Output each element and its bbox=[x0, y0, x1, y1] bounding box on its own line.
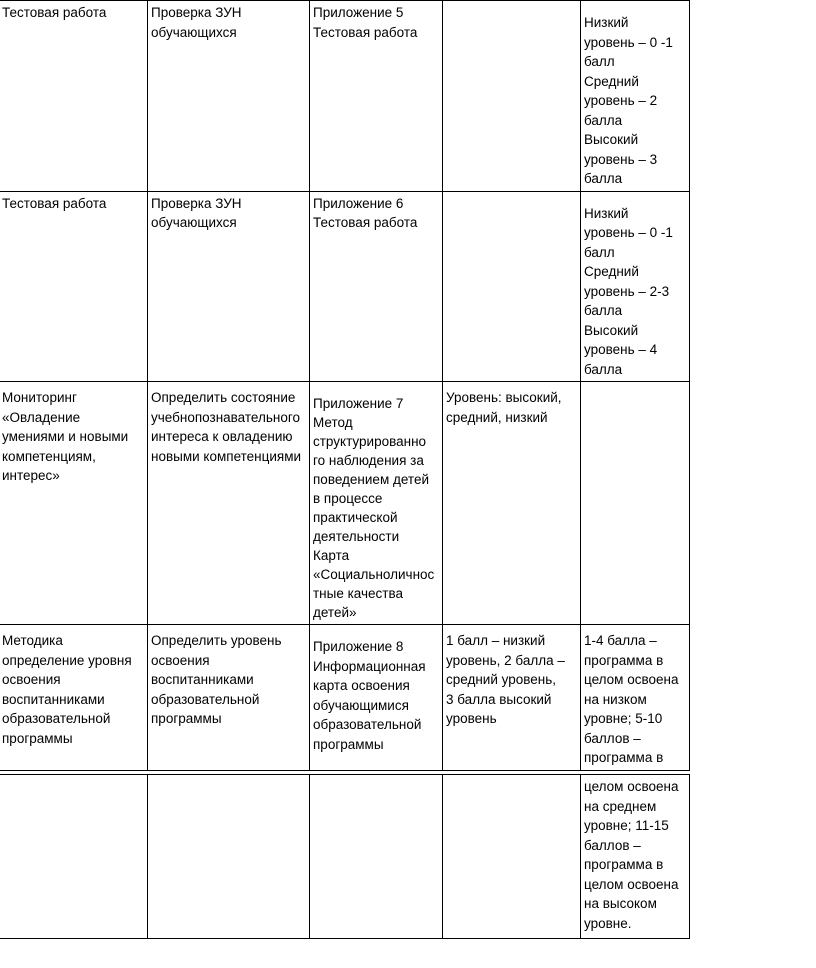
table-cell: Проверка ЗУН обучающихся bbox=[148, 1, 310, 192]
table-row bbox=[0, 382, 690, 625]
table-cell: Методика определение уровня освоения воспитанниками образовательной программы bbox=[0, 625, 148, 771]
table-cell: Тестовая работа bbox=[0, 191, 148, 382]
table-cell: 1-4 балла – программа в целом освоена на низком уровне; 5-10 баллов – программа в bbox=[581, 625, 690, 771]
table-cell: 1 балл – низкий уровень, 2 балла – средний уровень, 3 балла высокий уровень bbox=[443, 625, 581, 771]
table-cell: Тестовая работа bbox=[0, 1, 148, 192]
table-cell: Мониторинг «Овладение умениями и новыми компетенциям, интерес» bbox=[0, 382, 148, 625]
table-cell: Низкий уровень – 0 -1 балл Средний уровень – 2-3 балла Высокий уровень – 4 балла bbox=[581, 191, 690, 382]
table-cell bbox=[148, 775, 310, 939]
table-cell bbox=[581, 382, 690, 625]
table-cell: Определить уровень освоения воспитанниками образовательной программы bbox=[148, 625, 310, 771]
table-cell bbox=[443, 1, 581, 192]
table-cell: Приложение 6 Тестовая работа bbox=[310, 191, 443, 382]
table-row bbox=[0, 191, 690, 382]
assessment-table-continued bbox=[0, 774, 690, 939]
table-row bbox=[0, 625, 690, 771]
table-cell bbox=[0, 775, 148, 939]
table-row bbox=[0, 775, 690, 939]
table-cell: Уровень: высокий, средний, низкий bbox=[443, 382, 581, 625]
table-cell: целом освоена на среднем уровне; 11-15 баллов – программа в целом освоена на высоком уровне. bbox=[581, 775, 690, 939]
table-cell bbox=[310, 775, 443, 939]
table-cell: Низкий уровень – 0 -1 балл Средний уровень – 2 балла Высокий уровень – 3 балла bbox=[581, 1, 690, 192]
table-cell bbox=[443, 775, 581, 939]
table-cell: Проверка ЗУН обучающихся bbox=[148, 191, 310, 382]
table-cell: Приложение 7 Метод структурированно го наблюдения за поведением детей в процессе практической деятельности Карта «Социальноличнос тные качества детей» bbox=[310, 382, 443, 625]
table-cell bbox=[443, 191, 581, 382]
table-cell: Определить состояние учебнопознавательного интереса к овладению новыми компетенциями bbox=[148, 382, 310, 625]
table-cell: Приложение 5 Тестовая работа bbox=[310, 1, 443, 192]
table-row bbox=[0, 1, 690, 192]
table-cell: Приложение 8 Информационная карта освоения обучающимися образовательной программы bbox=[310, 625, 443, 771]
